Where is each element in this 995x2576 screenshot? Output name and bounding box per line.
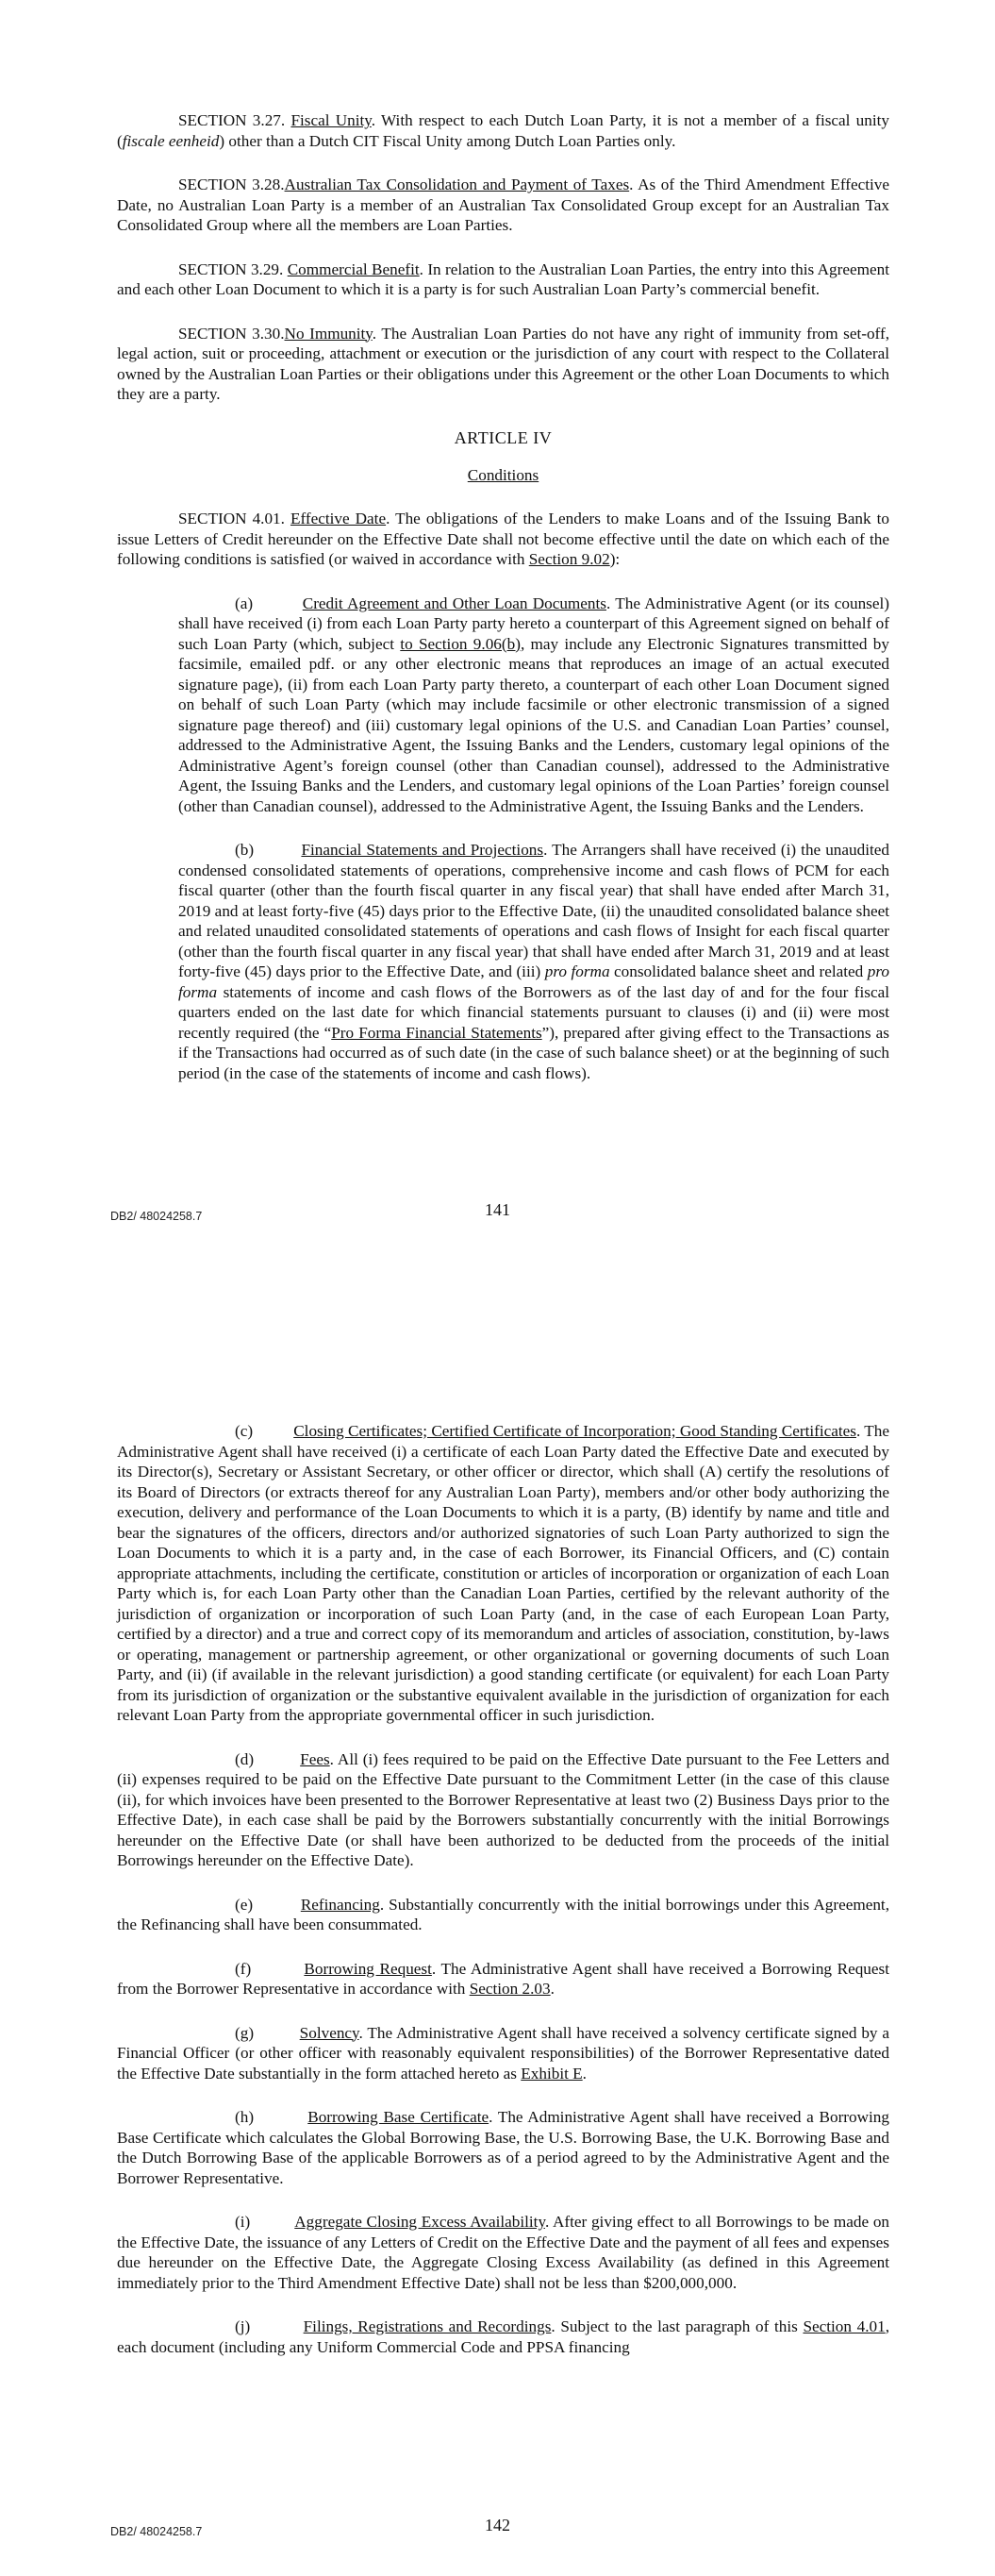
clause-text: . After giving effect to all Borrowings to be made on the Effective Date, the issuance of any Letters of Credit on the Effective Date and the payment of all fees and expenses due hereunder on the Effective Date, the Aggregate Closing Excess Availability (as defined in this Agreement immediately prior to the Third Amendment Effective Date) shall not be less than $200,000,000.	[117, 2213, 890, 2292]
section-text: . In relation to the Australian Loan Parties, the entry into this Agreement and each other Loan Document to which it is a party is for such Australian Loan Party’s commercial benefit.	[117, 259, 889, 298]
section-number: SECTION 3.30.	[178, 324, 285, 343]
clause-label: (h)	[235, 2108, 255, 2126]
clause-heading: Credit Agreement and Other Loan Documents	[302, 594, 606, 612]
clause-label: (f)	[235, 1959, 252, 1978]
section-number: SECTION 3.27.	[178, 111, 291, 129]
clause-text: . The Administrative Agent (or its counsel) shall have received (i) from each Loan Party party hereto a counterpart of this Agreement signed on behalf of such Loan Party (which, subject	[178, 594, 890, 653]
cross-reference: Section 4.01	[803, 2317, 886, 2335]
document-page-141	[0, 0, 995, 1227]
clause-j	[117, 2317, 889, 2357]
document-page-142	[0, 1359, 995, 2576]
clause-heading: Fees	[300, 1749, 330, 1768]
article-subtitle-text: Conditions	[467, 465, 539, 484]
section-heading: Australian Tax Consolidation and Payment of Taxes	[284, 176, 630, 193]
section-text: . As of the Third Amendment Effective Date, no Australian Loan Party is a member of an Australian Tax Consolidated Group except for an Australian Tax Consolidated Group where all the members are Loan Parties.	[117, 176, 889, 234]
clause-g	[117, 2023, 889, 2084]
clause-text: , each document (including any Uniform Commercial Code and PPSA financing	[117, 2317, 890, 2356]
clause-c	[117, 1421, 889, 1726]
clause-heading: Solvency	[299, 2023, 359, 2042]
section-3-29	[117, 259, 889, 300]
clause-label: (d)	[235, 1749, 255, 1768]
clause-a	[178, 594, 889, 817]
section-text: ):	[609, 550, 621, 568]
cross-reference: Section 9.02	[528, 550, 610, 568]
clause-heading: Aggregate Closing Excess Availability	[294, 2213, 545, 2231]
clause-text: . All (i) fees required to be paid on the Effective Date pursuant to the Fee Letters and (ii) expenses required to be paid on the Effective Date pursuant to the Commitment Letter (in the case of this clause (ii), for which invoices have been presented to the Borrower Representative at least two (2) Business Days prior to the Effective Date), in each case shall be paid by the Borrowers substantially concurrently with the initial Borrowings hereunder on the Effective Date (or shall have been authorized to be deducted from the proceeds of the initial Borrowings hereunder on the Effective Date).	[117, 1749, 889, 1869]
clause-label: (i)	[235, 2213, 251, 2231]
section-number: SECTION 3.28.	[178, 176, 285, 193]
clause-label: (b)	[235, 841, 255, 859]
section-heading: Effective Date	[290, 510, 387, 527]
section-number: SECTION 4.01.	[178, 510, 290, 527]
clause-heading: Closing Certificates; Certified Certificate of Incorporation; Good Standing Certificates	[293, 1422, 856, 1440]
section-text: . The obligations of the Lenders to make Loans and of the Issuing Bank to issue Letters of Credit hereunder on the Effective Date shall not become effective until the date on which each of the following conditions is satisfied (or waived in accordance with	[117, 510, 889, 568]
clause-heading: Refinancing	[300, 1895, 380, 1914]
clause-text: , may include any Electronic Signatures transmitted by facsimile, emailed pdf. or any other electronic means that reproduces an image of an actual executed signature page), (ii) from each Loan Party party thereto, a counterpart of each other Loan Document signed on behalf of such Loan Party (which may include facsimile or other electronic transmission of a signed signature page thereof) and (iii) customary legal opinions of the U.S. and Canadian Loan Parties’ counsel, addressed to the Administrative Agent, the Issuing Banks and the Lenders, customary legal opinions of the Administrative Agent’s foreign counsel (other than Canadian counsel), addressed to the Administrative Agent, the Issuing Banks and the Lenders, and customary legal opinions of the Loan Parties’ foreign counsel (other than Canadian counsel), addressed to the Administrative Agent, the Issuing Banks and the Lenders.	[178, 634, 889, 815]
clause-label: (c)	[235, 1422, 254, 1440]
cross-reference: Exhibit E	[521, 2064, 583, 2083]
clause-text: . The Arrangers shall have received (i) the unaudited condensed consolidated statements of operations, comprehensive income and cash flows of PCM for each fiscal quarter (other than the fourth fiscal quarter in any fiscal year) that shall have ended after March 31, 2019 and at least forty-five (45) days prior to the Effective Date, (ii) the unaudited consolidated balance sheet and related unaudited consolidated statements of operations and cash flows of Insight for each fiscal quarter (other than the fourth fiscal quarter in any fiscal year) that shall have ended after March 31, 2019 and at least forty-five (45) days prior to the Effective Date, and (iii)	[178, 841, 889, 980]
article-title: ARTICLE IV	[454, 427, 553, 447]
document-id: DB2/ 48024258.7	[110, 2525, 203, 2538]
document-id: DB2/ 48024258.7	[110, 1210, 203, 1223]
clause-h	[117, 2107, 889, 2188]
page-body	[117, 1421, 889, 2381]
clause-text: . Subject to the last paragraph of this	[551, 2317, 804, 2335]
clause-text: .	[582, 2064, 587, 2083]
clause-text: .	[550, 1980, 555, 1998]
section-text: ) other than a Dutch CIT Fiscal Unity among Dutch Loan Parties only.	[219, 131, 676, 150]
section-heading: Commercial Benefit	[287, 259, 420, 278]
clause-heading: Financial Statements and Projections	[301, 841, 544, 859]
clause-heading: Filings, Registrations and Recordings	[303, 2317, 552, 2335]
clause-text: . The Administrative Agent shall have received (i) a certificate of each Loan Party dated the Effective Date and executed by its Director(s), Secretary or Assistant Secretary, or other officer or director, which shall (A) certify the resolutions of its Board of Directors (or extracts thereof for any Australian Loan Party), members and/or other body authorizing the execution, delivery and performance of the Loan Documents to which it is a party, (B) identify by name and title and bear the signatures of the officers, directors and/or authorized signatories of such Loan Party authorized to sign the Loan Documents to which it is a party and, in the case of each Borrower, its Financial Officers, and (C) contain appropriate attachments, including the certificate, constitution or articles of incorporation or organization of each Loan Party which is, for each Loan Party other than the Canadian Loan Parties, certified by the relevant authority of the jurisdiction of organization or incorporation of such Loan Party (and, in the case of each European Loan Party, certified by a director) and a true and correct copy of its memorandum and articles of association, constitution, by-laws or operating, management or partnership agreement, or other organizational or governing documents of such Loan Party, and (ii) (if available in the relevant jurisdiction) a good standing certificate (or equivalent) for each Loan Party from its jurisdiction of organization or the substantive equivalent available in the jurisdiction of organization for each relevant Loan Party from the appropriate governmental officer in such jurisdiction.	[117, 1422, 890, 1724]
clause-b	[178, 840, 889, 1083]
section-heading: No Immunity	[284, 324, 373, 343]
page-body	[117, 110, 889, 1107]
clause-text: . Substantially concurrently with the initial borrowings under this Agreement, the Refinancing shall have been consummated.	[117, 1895, 889, 1933]
section-3-30	[117, 324, 889, 405]
section-4-01	[117, 509, 889, 570]
page-number: 141	[485, 1200, 510, 1219]
clause-i	[117, 2212, 889, 2293]
clause-text: ”), prepared after giving effect to the Transactions as if the Transactions had occurred as of such date (in the case of such balance sheet) or at the beginning of such period (in the case of the statements of income and cash flows).	[178, 1023, 889, 1082]
section-text: . The Australian Loan Parties do not have any right of immunity from set-off, legal action, suit or proceeding, attachment or execution or the jurisdiction of any court with respect to the Collateral owned by the Australian Loan Parties or their obligations under this Agreement or the other Loan Documents to which they are a party.	[117, 324, 889, 403]
clause-text: . The Administrative Agent shall have received a Borrowing Request from the Borrower Representative in accordance with	[117, 1959, 889, 1998]
cross-reference: Section 2.03	[469, 1980, 551, 1998]
page-number: 142	[485, 2516, 510, 2534]
section-3-27	[117, 110, 889, 151]
defined-term: Pro Forma Financial Statements	[331, 1023, 542, 1042]
clause-label: (g)	[235, 2023, 255, 2042]
cross-reference: to Section 9.06(b)	[400, 634, 521, 653]
italic-term: pro forma	[544, 962, 610, 980]
clause-text: . The Administrative Agent shall have received a solvency certificate signed by a Financial Officer (or other officer with reasonably equivalent responsibilities) of the Borrower Representative dated the Effective Date substantially in the form attached hereto as	[117, 2023, 890, 2083]
section-number: SECTION 3.29.	[178, 259, 288, 278]
clause-label: (a)	[235, 594, 254, 612]
clause-label: (e)	[235, 1895, 254, 1914]
section-text: . With respect to each Dutch Loan Party, it is not a member of a fiscal unity (	[117, 111, 890, 150]
section-3-28	[117, 175, 889, 236]
italic-term: pro forma	[178, 962, 890, 1001]
italic-term: fiscale eenheid	[122, 131, 220, 150]
clause-e	[117, 1895, 889, 1935]
clause-text: consolidated balance sheet and related	[609, 962, 868, 980]
article-subtitle	[117, 465, 889, 486]
clause-f	[117, 1959, 889, 1999]
section-heading: Fiscal Unity	[290, 111, 372, 129]
clause-heading: Borrowing Request	[304, 1959, 432, 1978]
clause-text: statements of income and cash flows of the Borrowers as of the last day of and for the four fiscal quarters ended on the last date for which financial statements pursuant to clauses (i) and (ii) were most recently required (the “	[178, 982, 889, 1042]
clause-text: . The Administrative Agent shall have received a Borrowing Base Certificate which calculates the Global Borrowing Base, the U.S. Borrowing Base, the U.K. Borrowing Base and the Dutch Borrowing Base of the applicable Borrowers as of a period agreed to by the Administrative Agent and the Borrower Representative.	[117, 2108, 889, 2187]
clause-d	[117, 1749, 889, 1871]
clause-heading: Borrowing Base Certificate	[307, 2108, 489, 2126]
clause-label: (j)	[235, 2317, 251, 2335]
